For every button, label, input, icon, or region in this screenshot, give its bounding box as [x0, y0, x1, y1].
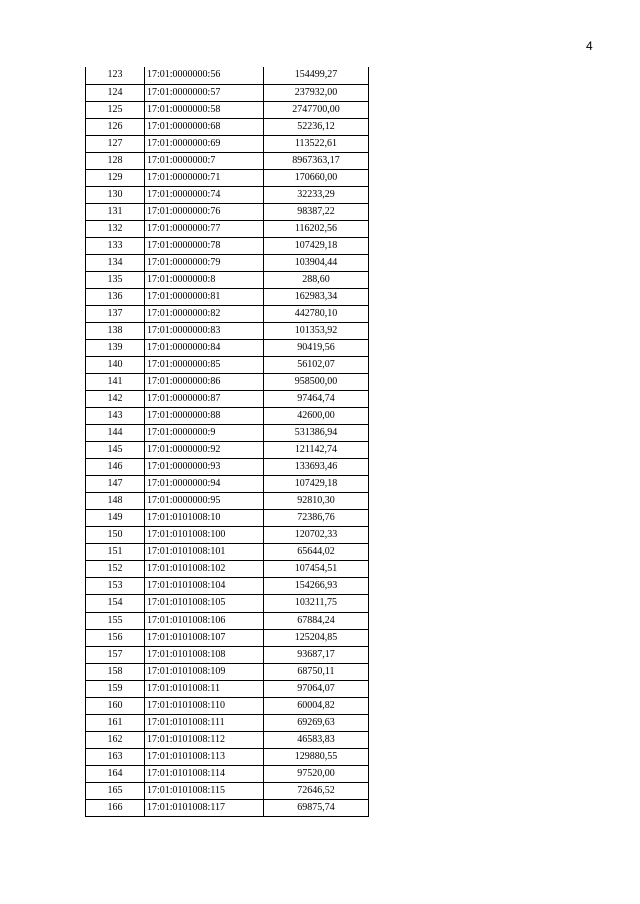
row-number-cell: 144 — [86, 425, 145, 442]
row-number-cell: 146 — [86, 459, 145, 476]
cadastral-number-cell: 17:01:0101008:117 — [145, 799, 264, 816]
value-cell: 133693,46 — [264, 459, 369, 476]
row-number-cell: 127 — [86, 135, 145, 152]
table-row — [86, 67, 369, 84]
cadastral-number-cell: 17:01:0101008:10 — [145, 510, 264, 527]
value-cell: 72646,52 — [264, 782, 369, 799]
cadastral-number-cell: 17:01:0101008:100 — [145, 527, 264, 544]
row-number-cell: 124 — [86, 84, 145, 101]
table-row — [86, 169, 369, 186]
table-row — [86, 799, 369, 816]
row-number-cell: 126 — [86, 118, 145, 135]
value-cell: 69269,63 — [264, 714, 369, 731]
table-row — [86, 493, 369, 510]
table-row — [86, 680, 369, 697]
value-cell: 97064,07 — [264, 680, 369, 697]
table-row — [86, 442, 369, 459]
row-number-cell: 165 — [86, 782, 145, 799]
table-row — [86, 254, 369, 271]
cadastral-number-cell: 17:01:0000000:88 — [145, 408, 264, 425]
row-number-cell: 142 — [86, 391, 145, 408]
table-row — [86, 544, 369, 561]
cadastral-number-cell: 17:01:0000000:95 — [145, 493, 264, 510]
cadastral-number-cell: 17:01:0000000:57 — [145, 84, 264, 101]
value-cell: 103211,75 — [264, 595, 369, 612]
row-number-cell: 149 — [86, 510, 145, 527]
cadastral-number-cell: 17:01:0000000:58 — [145, 101, 264, 118]
table-row — [86, 357, 369, 374]
row-number-cell: 160 — [86, 697, 145, 714]
value-cell: 93687,17 — [264, 646, 369, 663]
value-cell: 46583,83 — [264, 731, 369, 748]
row-number-cell: 153 — [86, 578, 145, 595]
table-row — [86, 271, 369, 288]
table-row — [86, 288, 369, 305]
value-cell: 120702,33 — [264, 527, 369, 544]
value-cell: 32233,29 — [264, 186, 369, 203]
cadastral-number-cell: 17:01:0000000:56 — [145, 67, 264, 84]
cadastral-number-cell: 17:01:0000000:9 — [145, 425, 264, 442]
row-number-cell: 164 — [86, 765, 145, 782]
row-number-cell: 133 — [86, 237, 145, 254]
table-row — [86, 237, 369, 254]
value-cell: 154499,27 — [264, 67, 369, 84]
row-number-cell: 130 — [86, 186, 145, 203]
row-number-cell: 129 — [86, 169, 145, 186]
value-cell: 92810,30 — [264, 493, 369, 510]
value-cell: 98387,22 — [264, 203, 369, 220]
table-row — [86, 561, 369, 578]
cadastral-number-cell: 17:01:0101008:106 — [145, 612, 264, 629]
table-row — [86, 408, 369, 425]
cadastral-number-cell: 17:01:0101008:115 — [145, 782, 264, 799]
value-cell: 90419,56 — [264, 340, 369, 357]
cadastral-number-cell: 17:01:0000000:92 — [145, 442, 264, 459]
table-row — [86, 748, 369, 765]
cadastral-number-cell: 17:01:0101008:112 — [145, 731, 264, 748]
value-cell: 52236,12 — [264, 118, 369, 135]
cadastral-number-cell: 17:01:0101008:101 — [145, 544, 264, 561]
cadastral-number-cell: 17:01:0101008:105 — [145, 595, 264, 612]
table-row — [86, 425, 369, 442]
value-cell: 442780,10 — [264, 305, 369, 322]
cadastral-number-cell: 17:01:0000000:87 — [145, 391, 264, 408]
cadastral-number-cell: 17:01:0000000:94 — [145, 476, 264, 493]
value-cell: 68750,11 — [264, 663, 369, 680]
table-row — [86, 510, 369, 527]
cadastral-number-cell: 17:01:0000000:77 — [145, 220, 264, 237]
table-row — [86, 220, 369, 237]
value-cell: 116202,56 — [264, 220, 369, 237]
cadastre-table — [85, 67, 369, 817]
value-cell: 107454,51 — [264, 561, 369, 578]
value-cell: 288,60 — [264, 271, 369, 288]
row-number-cell: 140 — [86, 357, 145, 374]
table-row — [86, 697, 369, 714]
table-row — [86, 322, 369, 339]
row-number-cell: 135 — [86, 271, 145, 288]
table-row — [86, 340, 369, 357]
table-row — [86, 203, 369, 220]
row-number-cell: 159 — [86, 680, 145, 697]
table-row — [86, 305, 369, 322]
cadastral-number-cell: 17:01:0101008:110 — [145, 697, 264, 714]
cadastral-number-cell: 17:01:0000000:8 — [145, 271, 264, 288]
cadastral-number-cell: 17:01:0000000:82 — [145, 305, 264, 322]
value-cell: 125204,85 — [264, 629, 369, 646]
row-number-cell: 152 — [86, 561, 145, 578]
row-number-cell: 157 — [86, 646, 145, 663]
value-cell: 170660,00 — [264, 169, 369, 186]
cadastral-number-cell: 17:01:0000000:79 — [145, 254, 264, 271]
row-number-cell: 141 — [86, 374, 145, 391]
row-number-cell: 150 — [86, 527, 145, 544]
value-cell: 101353,92 — [264, 322, 369, 339]
table-row — [86, 186, 369, 203]
value-cell: 129880,55 — [264, 748, 369, 765]
cadastral-number-cell: 17:01:0000000:68 — [145, 118, 264, 135]
value-cell: 237932,00 — [264, 84, 369, 101]
cadastral-number-cell: 17:01:0101008:11 — [145, 680, 264, 697]
cadastral-number-cell: 17:01:0000000:74 — [145, 186, 264, 203]
value-cell: 2747700,00 — [264, 101, 369, 118]
table-row — [86, 118, 369, 135]
row-number-cell: 123 — [86, 67, 145, 84]
row-number-cell: 145 — [86, 442, 145, 459]
row-number-cell: 154 — [86, 595, 145, 612]
row-number-cell: 147 — [86, 476, 145, 493]
cadastral-number-cell: 17:01:0101008:104 — [145, 578, 264, 595]
value-cell: 113522,61 — [264, 135, 369, 152]
cadastral-number-cell: 17:01:0000000:85 — [145, 357, 264, 374]
value-cell: 65644,02 — [264, 544, 369, 561]
cadastral-number-cell: 17:01:0101008:102 — [145, 561, 264, 578]
row-number-cell: 128 — [86, 152, 145, 169]
table-row — [86, 782, 369, 799]
cadastral-number-cell: 17:01:0101008:107 — [145, 629, 264, 646]
row-number-cell: 162 — [86, 731, 145, 748]
row-number-cell: 151 — [86, 544, 145, 561]
cadastral-number-cell: 17:01:0000000:86 — [145, 374, 264, 391]
row-number-cell: 132 — [86, 220, 145, 237]
value-cell: 107429,18 — [264, 237, 369, 254]
table-body — [86, 67, 369, 816]
value-cell: 531386,94 — [264, 425, 369, 442]
value-cell: 958500,00 — [264, 374, 369, 391]
row-number-cell: 134 — [86, 254, 145, 271]
cadastral-number-cell: 17:01:0000000:78 — [145, 237, 264, 254]
cadastral-number-cell: 17:01:0101008:111 — [145, 714, 264, 731]
cadastral-number-cell: 17:01:0101008:113 — [145, 748, 264, 765]
table-row — [86, 374, 369, 391]
table-row — [86, 152, 369, 169]
table-row — [86, 714, 369, 731]
row-number-cell: 138 — [86, 322, 145, 339]
row-number-cell: 155 — [86, 612, 145, 629]
row-number-cell: 125 — [86, 101, 145, 118]
value-cell: 154266,93 — [264, 578, 369, 595]
value-cell: 67884,24 — [264, 612, 369, 629]
cadastral-number-cell: 17:01:0101008:108 — [145, 646, 264, 663]
table-row — [86, 612, 369, 629]
cadastral-number-cell: 17:01:0000000:83 — [145, 322, 264, 339]
table-row — [86, 101, 369, 118]
cadastral-number-cell: 17:01:0000000:71 — [145, 169, 264, 186]
row-number-cell: 148 — [86, 493, 145, 510]
table-row — [86, 459, 369, 476]
table-row — [86, 135, 369, 152]
table-row — [86, 731, 369, 748]
value-cell: 97520,00 — [264, 765, 369, 782]
row-number-cell: 136 — [86, 288, 145, 305]
table-row — [86, 527, 369, 544]
value-cell: 103904,44 — [264, 254, 369, 271]
value-cell: 60004,82 — [264, 697, 369, 714]
row-number-cell: 143 — [86, 408, 145, 425]
table-row — [86, 391, 369, 408]
row-number-cell: 156 — [86, 629, 145, 646]
row-number-cell: 137 — [86, 305, 145, 322]
cadastral-number-cell: 17:01:0000000:76 — [145, 203, 264, 220]
value-cell: 42600,00 — [264, 408, 369, 425]
cadastral-number-cell: 17:01:0101008:109 — [145, 663, 264, 680]
value-cell: 56102,07 — [264, 357, 369, 374]
table-row — [86, 663, 369, 680]
cadastral-number-cell: 17:01:0000000:93 — [145, 459, 264, 476]
value-cell: 69875,74 — [264, 799, 369, 816]
table-row — [86, 595, 369, 612]
cadastral-number-cell: 17:01:0000000:7 — [145, 152, 264, 169]
cadastral-number-cell: 17:01:0101008:114 — [145, 765, 264, 782]
table-row — [86, 629, 369, 646]
value-cell: 162983,34 — [264, 288, 369, 305]
table-row — [86, 578, 369, 595]
row-number-cell: 131 — [86, 203, 145, 220]
cadastral-number-cell: 17:01:0000000:84 — [145, 340, 264, 357]
row-number-cell: 166 — [86, 799, 145, 816]
value-cell: 121142,74 — [264, 442, 369, 459]
value-cell: 72386,76 — [264, 510, 369, 527]
table-row — [86, 476, 369, 493]
table-row — [86, 765, 369, 782]
value-cell: 97464,74 — [264, 391, 369, 408]
value-cell: 107429,18 — [264, 476, 369, 493]
table-row — [86, 646, 369, 663]
table-row — [86, 84, 369, 101]
row-number-cell: 139 — [86, 340, 145, 357]
page-number: 4 — [586, 39, 593, 53]
row-number-cell: 163 — [86, 748, 145, 765]
cadastral-number-cell: 17:01:0000000:69 — [145, 135, 264, 152]
value-cell: 8967363,17 — [264, 152, 369, 169]
row-number-cell: 158 — [86, 663, 145, 680]
row-number-cell: 161 — [86, 714, 145, 731]
cadastral-number-cell: 17:01:0000000:81 — [145, 288, 264, 305]
